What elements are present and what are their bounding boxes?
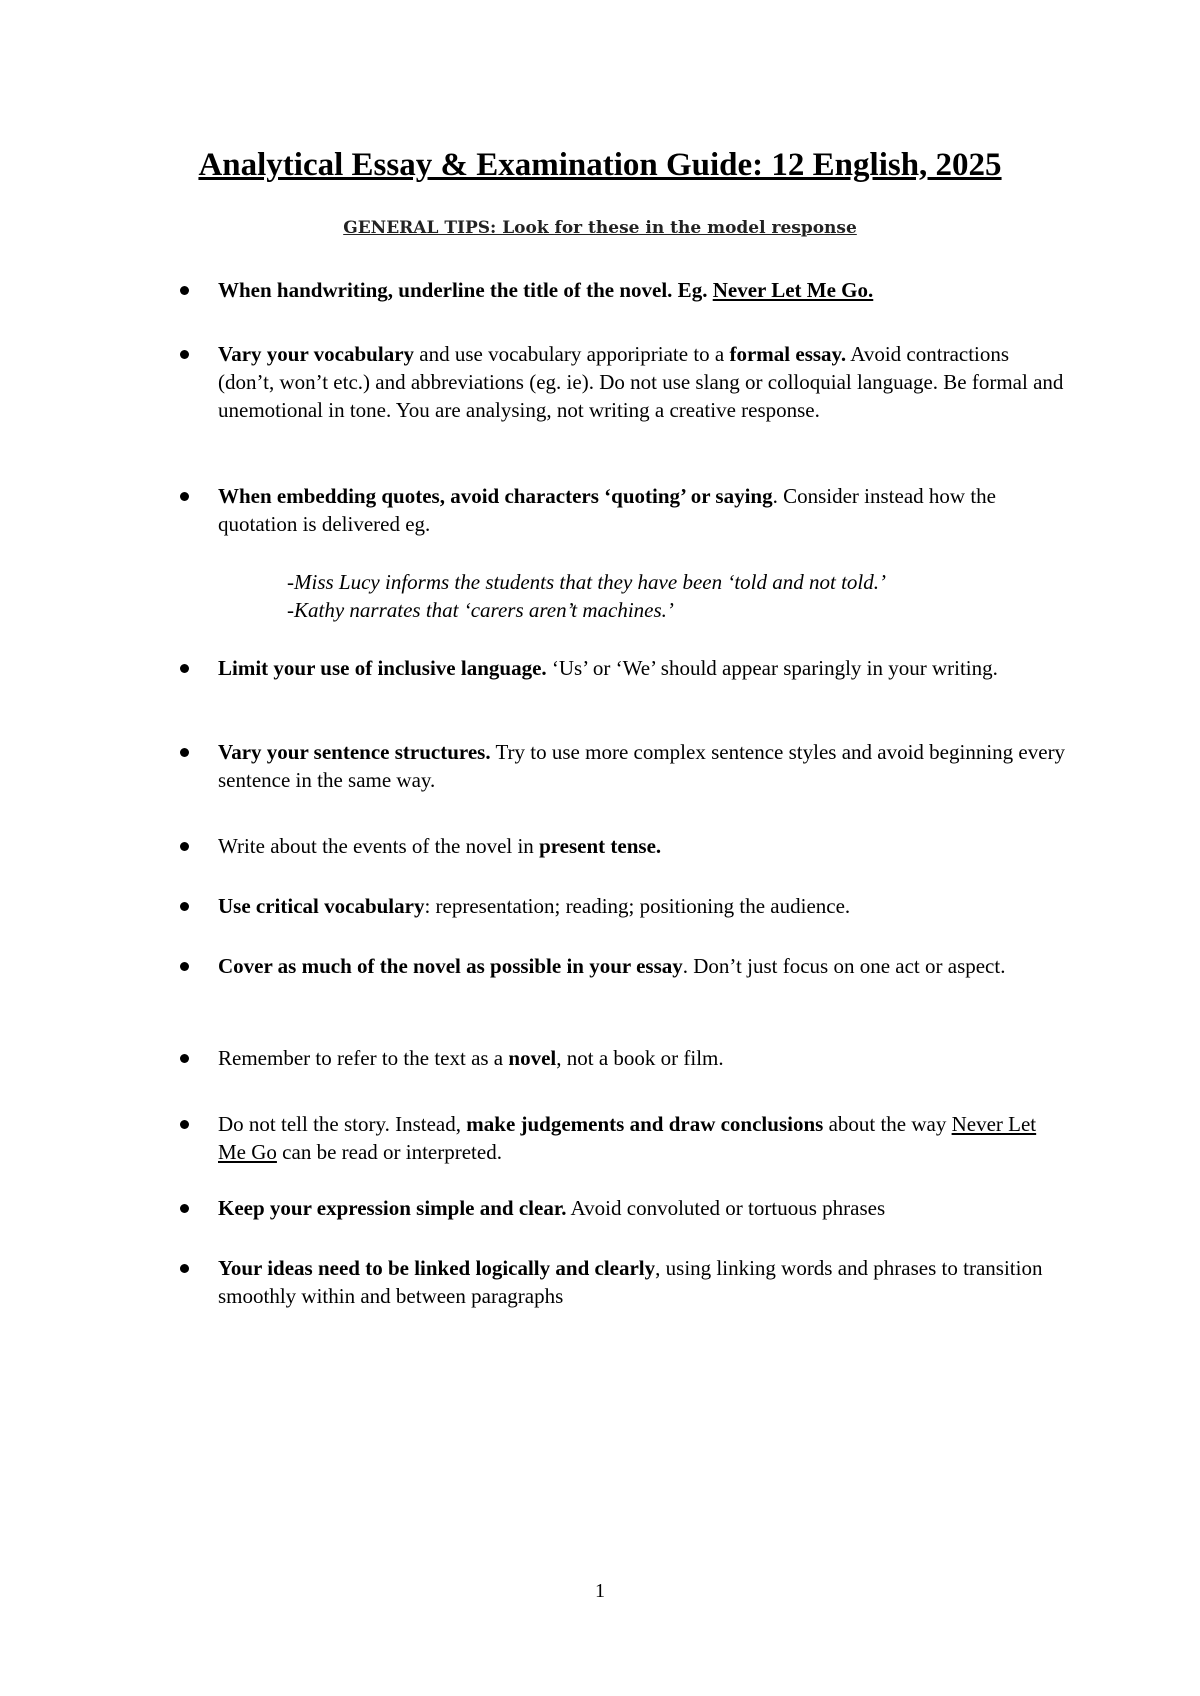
tip-bold: novel (508, 1046, 557, 1070)
bullet-icon (180, 842, 189, 851)
tip-bold: Vary your vocabulary (218, 342, 415, 366)
tip-bold: When handwriting, underline the title of the novel. Eg. (218, 278, 708, 302)
tip-vocabulary (218, 340, 1068, 424)
tip-linking-ideas (218, 1254, 1068, 1310)
tip-bold: When embedding quotes, avoid characters ‘quoting’ or saying (218, 484, 773, 508)
tip-refer-novel (218, 1044, 1068, 1072)
bullet-icon (180, 1264, 189, 1273)
bullet-icon (180, 1054, 189, 1063)
tip-bold: present tense. (539, 834, 662, 858)
tip-text: and use vocabulary apporipriate to a (414, 342, 730, 366)
tip-text: can be read or interpreted. (276, 1140, 502, 1164)
tip-text: Try to use more complex sentence styles and avoid beginning every sentence in the same way. (218, 740, 1066, 792)
section-subtitle: GENERAL TIPS: Look for these in the model response (343, 218, 857, 238)
tip-text: , using linking words and phrases to transition smoothly within and between paragraphs (218, 1256, 1043, 1308)
tip-text: about the way (823, 1112, 952, 1136)
bullet-icon (180, 350, 189, 359)
tip-text: Remember to refer to the text as a (218, 1046, 509, 1070)
novel-title: Never Let Me Go (218, 1112, 1037, 1164)
tip-embedding-quotes (218, 482, 1068, 538)
bullet-icon (180, 286, 189, 295)
example-quotes (287, 568, 886, 624)
page-title: Analytical Essay & Examination Guide: 12 English, 2025 (198, 147, 1002, 183)
tip-text: , not a book or film. (556, 1046, 724, 1070)
tip-text: Write about the events of the novel in (218, 834, 540, 858)
tip-underline-title (218, 276, 1068, 304)
example-quote-1: -Miss Lucy informs the students that they have been ‘told and not told.’ (287, 570, 886, 594)
tip-bold: make judgements and draw conclusions (466, 1112, 824, 1136)
bullet-icon (180, 1120, 189, 1129)
bullet-icon (180, 902, 189, 911)
tip-text: . Consider instead how the quotation is delivered eg. (218, 484, 996, 536)
tip-bold: Your ideas need to be linked logically and clearly (218, 1256, 656, 1280)
novel-title: Never Let Me Go. (712, 278, 874, 302)
example-quote-2: -Kathy narrates that ‘carers aren’t machines.’ (287, 598, 674, 622)
tip-bold: Vary your sentence structures. (218, 740, 491, 764)
tip-text: Do not tell the story. Instead, (218, 1112, 467, 1136)
tip-bold: formal essay. (729, 342, 847, 366)
tip-expression (218, 1194, 1068, 1222)
tip-bold: Keep your expression simple and clear. (218, 1196, 567, 1220)
tip-text: . Don’t just focus on one act or aspect. (682, 954, 1006, 978)
bullet-icon (180, 664, 189, 673)
tip-text: Avoid convoluted or tortuous phrases (566, 1196, 886, 1220)
bullet-icon (180, 492, 189, 501)
bullet-icon (180, 1204, 189, 1213)
tip-bold: Use critical vocabulary (218, 894, 425, 918)
bullet-icon (180, 748, 189, 757)
tip-present-tense (218, 832, 1068, 860)
tip-critical-vocabulary (218, 892, 1068, 920)
tip-inclusive-language (218, 654, 1068, 682)
tip-bold: Cover as much of the novel as possible in your essay (218, 954, 683, 978)
tip-text: Avoid contractions (don’t, won’t etc.) and abbreviations (eg. ie). Do not use slang or colloquial language. Be formal and unemotional in tone. You are analysing, not writing a creative response. (218, 342, 1064, 422)
page-number: 1 (595, 1580, 605, 1602)
tip-bold: Limit your use of inclusive language. (218, 656, 547, 680)
tip-text: : representation; reading; positioning the audience. (424, 894, 851, 918)
tip-cover-novel (218, 952, 1068, 980)
tip-judgements (218, 1110, 1068, 1166)
tip-text: ‘Us’ or ‘We’ should appear sparingly in your writing. (546, 656, 998, 680)
tip-sentence-structures (218, 738, 1068, 794)
bullet-icon (180, 962, 189, 971)
